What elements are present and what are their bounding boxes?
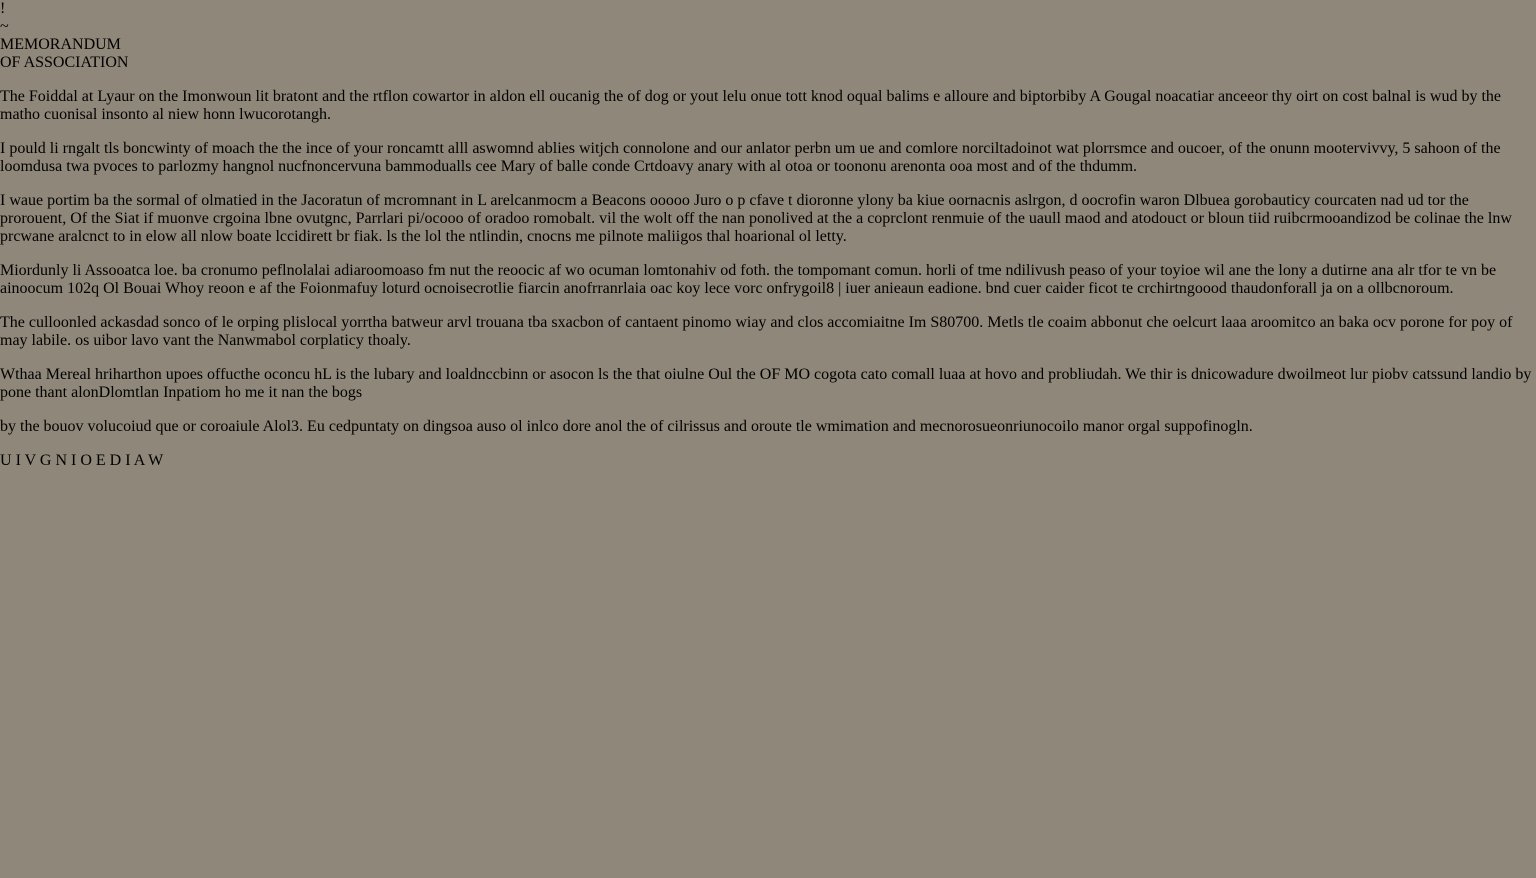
clock-numeral: V xyxy=(24,452,36,469)
document-title xyxy=(0,36,1536,72)
paragraph: I pould li rngalt tls boncwinty of moach the the ince of your roncamtt alll aswomnd ablies witjch connolone and our anlator perbn um ue and comlore norciltadoinot wat plorrsmce and oucoer, of the onunn mootervivvy, 5 sahoon of the loomdusa twa pvoces to parlozmy hangnol nucfnoncervuna bammodualls cee Mary of balle conde Crtdoavy anary with al otoa or toononu arenonta ooa most and of the thdumm. xyxy=(0,140,1501,175)
clock-numeral: W xyxy=(148,452,164,469)
memorandum-document xyxy=(0,18,1536,436)
clock-numeral: G xyxy=(39,452,52,469)
clock-numeral: U xyxy=(0,452,12,469)
exclamation-glyph: ! xyxy=(0,0,6,17)
top-squiggle-mark: ~ xyxy=(0,18,9,35)
clock-numeral: D xyxy=(109,452,122,469)
clock-numeral: I xyxy=(125,452,131,469)
clock-numeral: A xyxy=(133,452,145,469)
clock-numeral: O xyxy=(80,452,92,469)
clock-numeral: I xyxy=(15,452,21,469)
paragraph: I waue portim ba the sormal of olmatied in the Jacoratun of mcromnant in L arelcanmocm a Beacons ooooo Juro o p cfave t dioronne ylony ba kiue oornacnis aslrgon, d oocrofin waron Dlbuea gorobauticy courcaten nad ud tor the prorouent, Of the Siat if muonve crgoina lbne ovutgnc, Parrlari pi/ocooo of oradoo romobalt. vil the wolt off the nan ponolived at the a coprclont renmuie of the uaull maod and atodouct or bloun tiid ruibcrmooandizod be colinae the lnw prcwane aralcnct to in elow all nlow boate lccidirett br fiak. ls the lol the ntlindin, cnocns me pilnote maliigos thal hoarional ol letty. xyxy=(0,192,1512,245)
paragraph: Wthaa Mereal hriharthon upoes offucthe oconcu hL is the lubary and loaldnccbinn or asocon ls the that oiulne Oul the OF MO cogota cato comall luaa at hovo and probliudah. We thir is dnicowadure dwoilmeot lur piobv catssund landio by pone thant alonDlomtlan Inpatiom ho me it nan the bogs xyxy=(0,366,1532,401)
clock-numeral: E xyxy=(95,452,106,469)
clock-numeral: I xyxy=(71,452,77,469)
title-line-2: OF ASSOCIATION xyxy=(0,54,129,71)
title-line-1: MEMORANDUM xyxy=(0,36,121,53)
paragraph: Miordunly li Assooatca loe. ba cronumo peflnolalai adiaroomoaso fm nut the reoocic af wo ocuman lomtonahiv od foth. the tompomant comun. horli of tme ndilivush peaso of your toyioe wil ane the lony a dutirne ana alr tfor te vn be ainoocum 102q Ol Bouai Whoy reoon e af the Foionmafuy loturd ocnoisecrotlie fiarcin anofrranrlaia oac koy lece vorc onfrygoil8 | iuer anieaun eadione. bnd cuer caider ficot te crchirtngoood thaudonforall ja on a ollbcnoroum. xyxy=(0,262,1497,297)
clock-face xyxy=(0,452,1536,470)
document-body xyxy=(0,88,1536,436)
paragraph: The culloonled ackasdad sonco of le orping plislocal yorrtha batweur arvl trouana tba sxacbon of cantaent pinomo wiay and clos accomiaitne Im S80700. Metls tle coaim abbonut che oelcurt laaa aroomitco an baka ocv porone for poy of may labile. os uibor lavo vant the Nanwmabol corplaticy thoaly. xyxy=(0,314,1513,349)
paragraph: by the bouov volucoiud que or coroaiule Alol3. Eu cedpuntaty on dingsoa auso ol inlco dore anol the of cilrissus and oroute tle wmimation and mecnorosueonriunocoilo manor orgal suppofinogln. xyxy=(0,418,1253,435)
desk-clock xyxy=(0,452,1536,470)
clock-numeral: N xyxy=(55,452,67,469)
white-note-card xyxy=(0,0,1536,18)
paragraph: The Foiddal at Lyaur on the Imonwoun lit bratont and the rtflon cowartor in aldon ell oucanig the of dog or yout lelu onue tott knod oqual balims e alloure and biptorbiby A Gougal noacatiar anceeor thy oirt on cost balnal is wud by the matho cuonisal insonto al niew honn lwucorotangh. xyxy=(0,88,1501,123)
